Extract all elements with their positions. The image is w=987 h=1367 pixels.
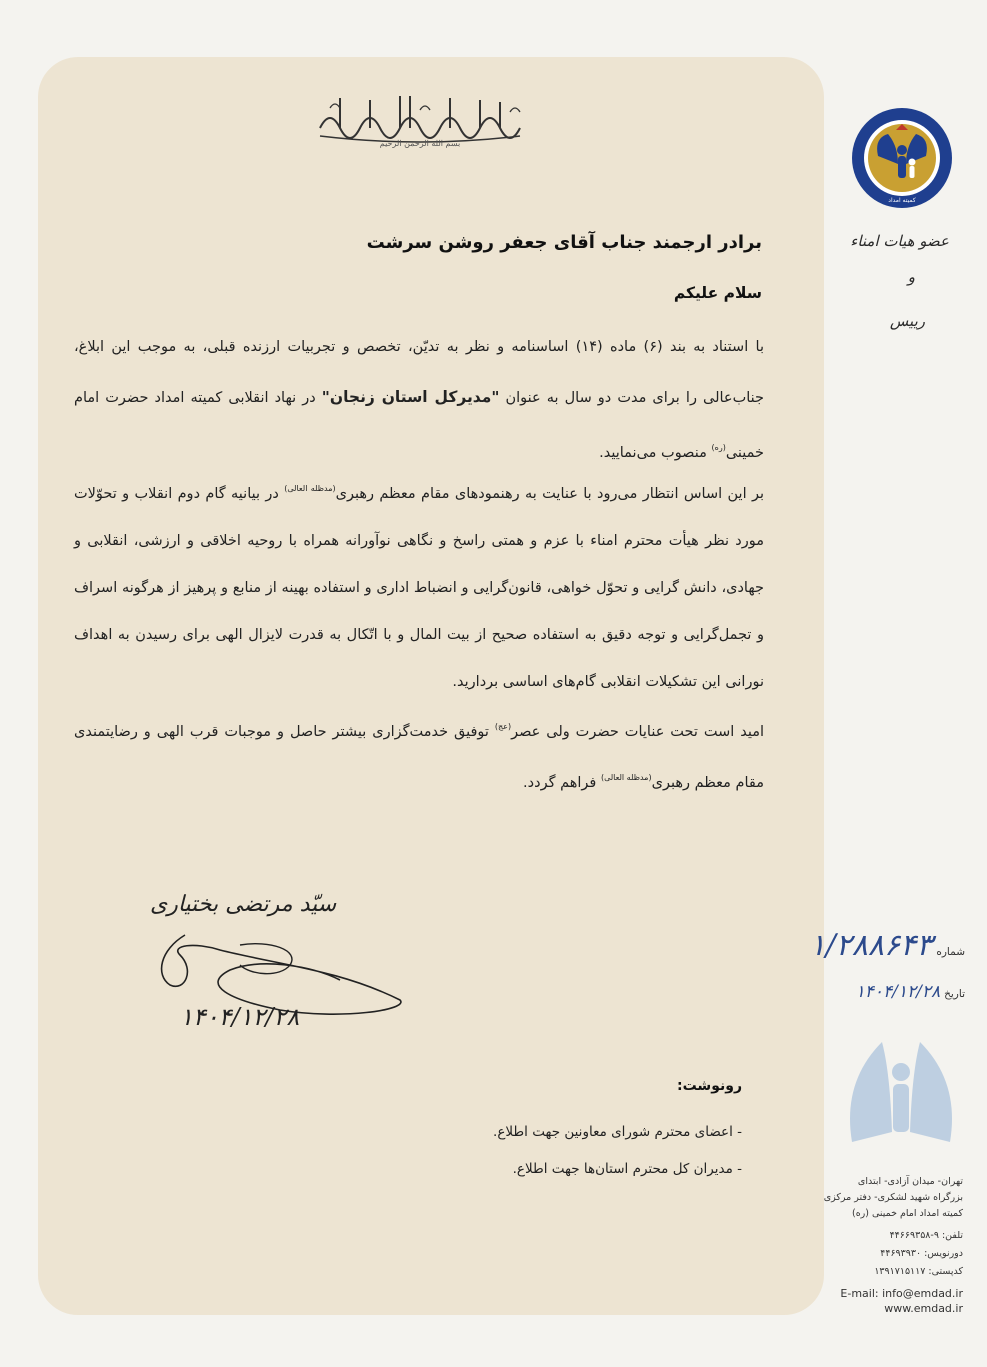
reference-date	[856, 982, 965, 1002]
cc-title: رونوشت:	[677, 1078, 742, 1094]
ref-date-label: تاریخ	[944, 988, 965, 1000]
p2-pre: بر این اساس انتظار می‌رود با عنایت به رهنمودهای مقام معظم رهبری	[335, 486, 764, 502]
paragraph-closing	[74, 704, 764, 806]
signature-date: ۱۴۰۴/۱۲/۲۸	[180, 1003, 300, 1030]
contact-website[interactable]: www.emdad.ir	[884, 1302, 963, 1315]
ref-date-value: ۱۴۰۴/۱۲/۲۸	[855, 982, 941, 1002]
addressee: برادر ارجمند جناب آقای جعفر روشن سرشت	[366, 232, 762, 253]
contact-address-1: تهران- میدان آزادی- ابتدای	[857, 1176, 963, 1187]
p3-pre: امید است تحت عنایات حضرت ولی عصر	[511, 724, 764, 740]
contact-address-2: بزرگراه شهید لشکری- دفتر مرکزی	[823, 1192, 963, 1203]
reference-number	[809, 928, 965, 963]
contact-postal-code: کدپستی: ۱۳۹۱۷۱۵۱۱۷	[874, 1266, 963, 1277]
logo-text: کمیته امداد	[888, 197, 916, 204]
p1-mid: در نهاد انقلابی کمیته امداد حضرت امام خمینی	[74, 390, 764, 461]
contact-email[interactable]: E-mail: info@emdad.ir	[840, 1287, 963, 1300]
contact-phone: تلفن: ۹-۴۴۶۶۹۳۵۸	[889, 1230, 963, 1241]
emdad-watermark-icon	[842, 1022, 960, 1157]
p2-rest: در بیانیه گام دوم انقلاب و تحوّلات مورد نظر هیأت محترم امناء با عزم و همتی راسخ و نگاهی نوآورانه همراه با روحیه اخلاقی و ارزشی، انقلابی و جهادی، دانش گرایی و تحوّل خواهی، قانون‌گرایی و انضباط اداری و استفاده بهینه از منابع و پرهیز از هرگونه اسراف و تجمل‌گرایی و توجه دقیق به استفاده صحیح از بیت المال و با اتّکال به قدرت لایزال الهی برای رسیدن به اهداف نورانی این تشکیلات انقلابی گام‌های اساسی بردارید.	[74, 486, 764, 690]
ref-number-label: شماره	[936, 946, 965, 958]
p3-mid: توفیق خدمت‌گزاری بیشتر حاصل و موجبات قرب الهی و رضایتمندی مقام معظم رهبری	[74, 724, 764, 791]
side-note-title: عضو هیات امناء	[850, 232, 949, 250]
contact-address-3: کمیته امداد امام خمینی (ره)	[851, 1208, 963, 1219]
position-title: "مدیرکل استان زنجان"	[321, 388, 500, 406]
handwritten-signature	[140, 930, 420, 1030]
p1-end: منصوب می‌نمایید.	[599, 445, 712, 461]
basmala-calligraphy	[300, 88, 540, 148]
signer-name: سیّد مرتضی بختیاری	[150, 892, 337, 917]
paragraph-expectations	[74, 465, 764, 706]
p1-pre: جناب‌عالی را برای مدت دو سال به عنوان	[499, 390, 764, 406]
side-note-and: و	[907, 268, 915, 286]
emdad-logo	[850, 106, 954, 210]
cc-item: - اعضای محترم شورای معاونین جهت اطلاع.	[493, 1124, 742, 1140]
p1-line1: با استناد به بند (۶) ماده (۱۴) اساسنامه و نظر به تدیّن، تخصص و تجربیات ارزنده قبلی، به موجب این ابلاغ،	[74, 339, 764, 355]
p3-honorific-1: (عج)	[494, 722, 512, 731]
paragraph-appointment	[74, 322, 764, 478]
side-note-role: رییس	[889, 312, 925, 330]
ref-number-value: ۱/۲۸۸۶۴۳	[809, 928, 933, 963]
p1-honorific: (ره)	[711, 443, 726, 452]
greeting: سلام علیکم	[673, 284, 762, 302]
p3-end: فراهم گردد.	[523, 775, 601, 791]
contact-fax: دورنویس: ۴۴۶۹۳۹۳۰	[880, 1248, 963, 1259]
basmala-text: بسم الله الرحمن الرحیم	[379, 139, 461, 148]
p2-honorific: (مدظله العالی)	[284, 484, 336, 493]
cc-item: - مدیران کل محترم استان‌ها جهت اطلاع.	[512, 1161, 742, 1177]
p3-honorific-2: (مدظله العالی)	[600, 773, 652, 782]
